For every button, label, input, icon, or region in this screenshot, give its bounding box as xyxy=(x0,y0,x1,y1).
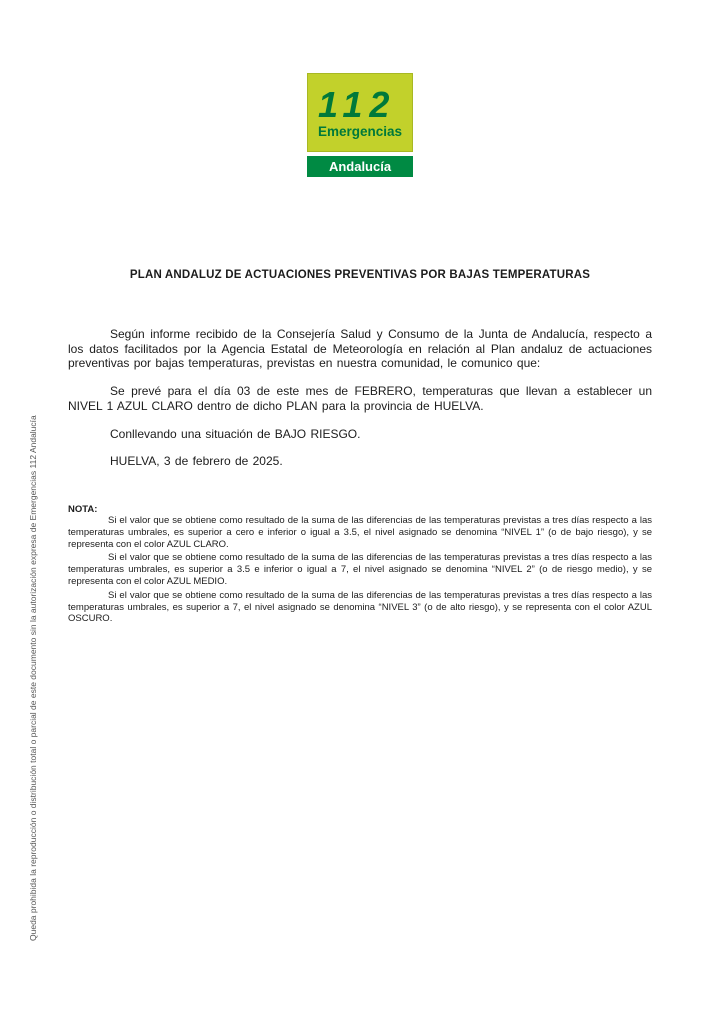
nota-item-nivel-3: Si el valor que se obtiene como resultado de la suma de las diferencias de las temperaturas previstas a tres días respecto a las temperaturas umbrales, es superior a 7, el nivel asignado se denomina “NIVEL 3” (o de alto riesgo), y se representa con el color AZUL OSCURO. xyxy=(68,589,652,625)
logo-andalucia-band: Andalucía xyxy=(307,156,413,177)
nota-item-nivel-1: Si el valor que se obtiene como resultado de la suma de las diferencias de las temperaturas previstas a tres días respecto a las temperaturas umbrales, es superior a cero e inferior o igual a 3.5, el nivel asignado se denomina “NIVEL 1” (o de bajo riesgo), y se representa con el color AZUL CLARO. xyxy=(68,514,652,550)
letter-body xyxy=(68,269,652,627)
paragraph-date-place: HUELVA, 3 de febrero de 2025. xyxy=(110,454,283,469)
vertical-copyright-disclaimer: Queda prohibida la reproducción o distribución total o parcial de este documento sin la autorización expresa de Emergencias 112 Andalucía xyxy=(28,415,38,941)
paragraph-risk: Conllevando una situación de BAJO RIESGO. xyxy=(110,426,361,441)
logo-emergencias-label: Emergencias xyxy=(318,124,403,139)
document-title: PLAN ANDALUZ DE ACTUACIONES PREVENTIVAS POR BAJAS TEMPERATURAS xyxy=(129,269,591,281)
nota-label: NOTA: xyxy=(68,503,98,515)
logo-112-number: 112 xyxy=(318,84,397,125)
paragraph-intro: Según informe recibido de la Consejería Salud y Consumo de la Junta de Andalucía, respecto a los datos facilitados por la Agencia Estatal de Meteorología en relación al Plan andaluz de actuaciones preventivas por bajas temperaturas, previstas en nuestra comunidad, le comunico que: xyxy=(68,327,652,371)
nota-item-nivel-2: Si el valor que se obtiene como resultado de la suma de las diferencias de las temperaturas previstas a tres días respecto a las temperaturas umbrales, es superior a 3.5 e inferior o igual a 7, el nivel asignado se denomina “NIVEL 2” (o de riesgo medio), y se representa con el color AZUL MEDIO. xyxy=(68,552,652,587)
logo-box xyxy=(307,73,413,152)
paragraph-forecast: Se prevé para el día 03 de este mes de FEBRERO, temperaturas que llevan a establecer un NIVEL 1 AZUL CLARO dentro de dicho PLAN para la provincia de HUELVA. xyxy=(68,384,652,413)
emergencias-112-logo xyxy=(307,73,413,177)
